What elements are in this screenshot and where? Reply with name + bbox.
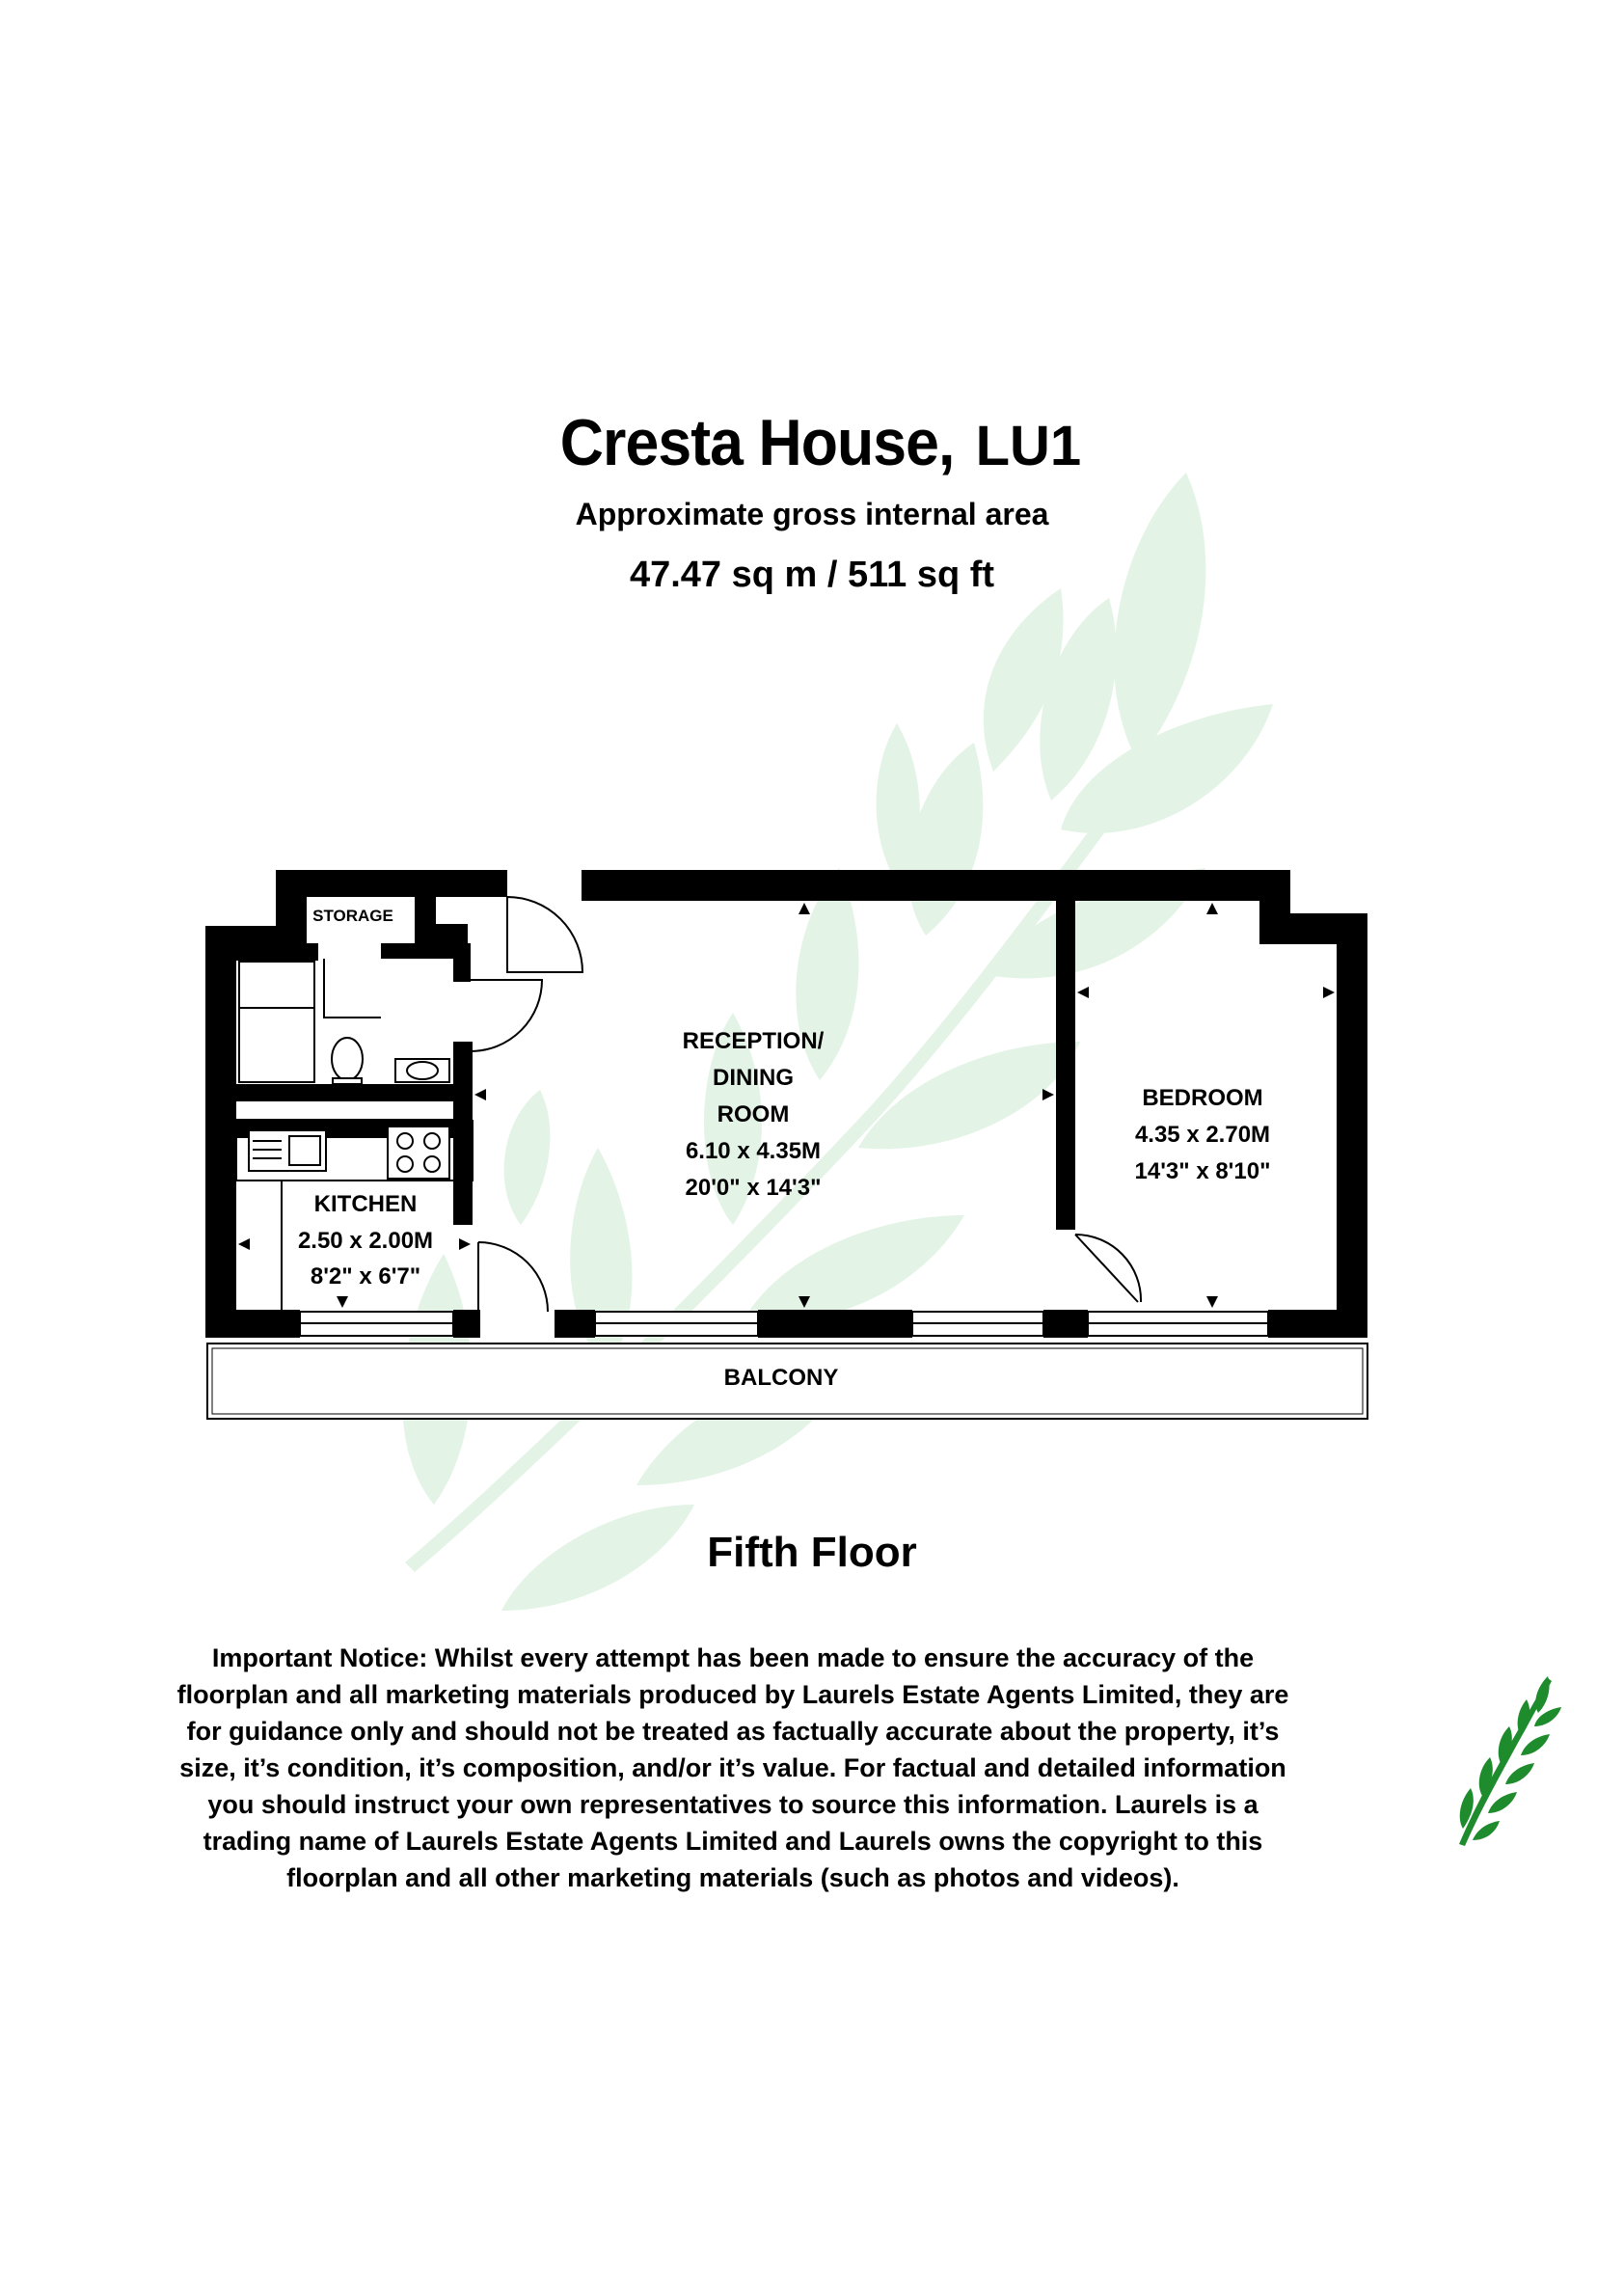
shower-tray [239, 962, 314, 1082]
reception-label-line1: RECEPTION/ [682, 1028, 825, 1054]
reception-imperial: 20'0" x 14'3" [685, 1175, 822, 1201]
balcony-label: BALCONY [723, 1365, 839, 1391]
toilet [332, 1038, 363, 1080]
bedroom-label: BEDROOM [1142, 1085, 1263, 1111]
area-subtitle: Approximate gross internal area [575, 497, 1049, 531]
important-notice: Important Notice: Whilst every attempt has been made to ensure the accuracy of the floorplan and all marketing materials produced by Laurels Estate Agents Limited, they are for guidance only and should not be treated as factually accurate about the property, it’s size, it’s condition, it’s composition, and/or it’s value. For factual and detailed information you should instruct your own representatives to source this information. Laurels is a trading name of Laurels Estate Agents Limited and Laurels owns the copyright to this floorplan and all other marketing materials (such as photos and videos). [176, 1643, 1289, 1892]
storage-label: STORAGE [312, 907, 393, 925]
kitchen-metric: 2.50 x 2.00M [297, 1228, 434, 1254]
kitchen-imperial: 8'2" x 6'7" [310, 1263, 421, 1289]
reception-label-line2: DINING [713, 1065, 794, 1091]
bedroom-metric: 4.35 x 2.70M [1134, 1122, 1271, 1148]
postcode-label: LU1 [975, 415, 1082, 477]
bedroom-imperial: 14'3" x 8'10" [1134, 1158, 1271, 1184]
property-title: Cresta House, [559, 406, 955, 479]
reception-label-line3: ROOM [717, 1101, 790, 1127]
area-value: 47.47 sq m / 511 sq ft [629, 555, 995, 595]
floor-label: Fifth Floor [707, 1529, 917, 1576]
reception-metric: 6.10 x 4.35M [685, 1138, 822, 1164]
kitchen-label: KITCHEN [313, 1191, 418, 1217]
hob [388, 1126, 449, 1179]
laurel-branch-logo-icon [1442, 1669, 1567, 1852]
